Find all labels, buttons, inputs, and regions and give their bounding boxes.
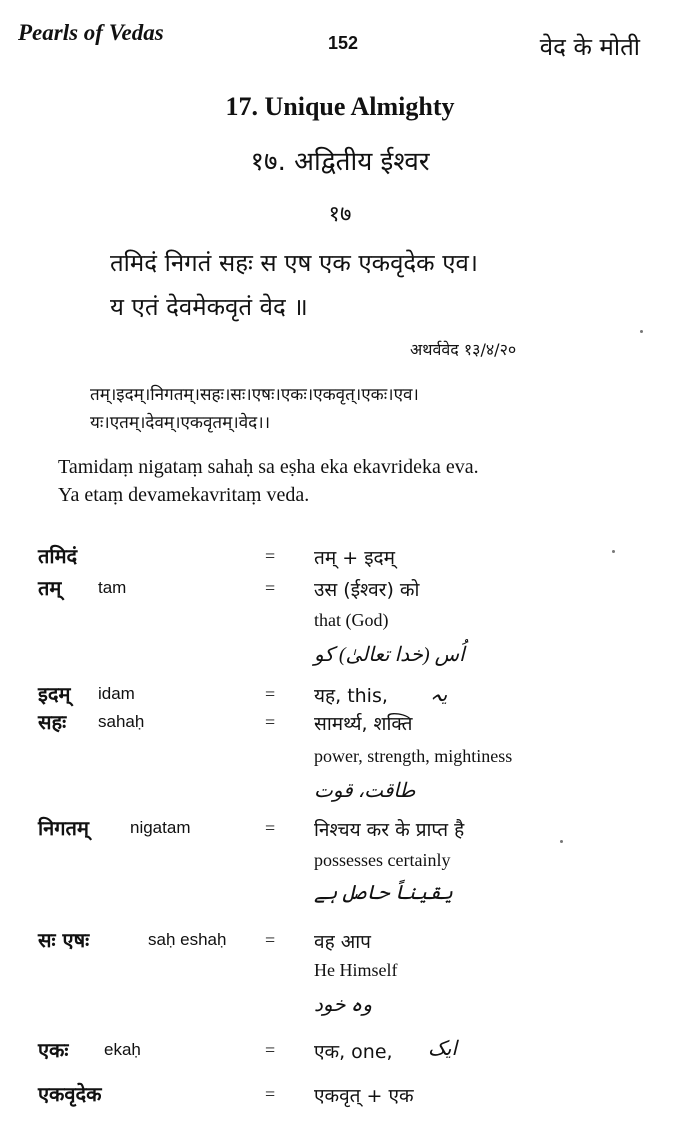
scan-speck	[612, 550, 615, 553]
glossary-urdu-meaning: ایک	[428, 1038, 458, 1060]
running-header-hindi: वेद के मोती	[539, 33, 640, 61]
glossary-urdu-meaning: اُس (خدا تعالیٰ) کو	[314, 644, 465, 666]
glossary-urdu-meaning: یہ	[430, 684, 448, 706]
mantra-line-1: तमिदं निगतं सहः स एष एक एकवृदेक एव।	[110, 249, 478, 277]
equals-sign: =	[265, 578, 276, 598]
transliteration-line-1: Tamidaṃ nigataṃ sahaḥ sa eṣha eka ekavrideka eva.	[58, 456, 479, 478]
glossary-roman: idam	[98, 684, 135, 703]
glossary-roman: ekaḥ	[104, 1040, 141, 1059]
glossary-english-meaning: He Himself	[314, 960, 398, 980]
glossary-term: एकवृदेक	[38, 1082, 102, 1106]
glossary-hindi-meaning: एकवृत् + एक	[314, 1085, 414, 1107]
scan-speck	[640, 330, 643, 333]
transliteration-line-2: Ya etaṃ devamekavritaṃ veda.	[58, 484, 310, 506]
glossary-term: इदम्	[38, 682, 71, 706]
glossary-urdu-meaning: یقیناً حاصل ہے	[314, 882, 453, 904]
glossary-roman: sahaḥ	[98, 712, 145, 731]
equals-sign: =	[265, 1084, 276, 1104]
glossary-urdu-meaning: طاقت، قوت	[314, 780, 416, 802]
glossary-term: तमिदं	[38, 544, 78, 568]
glossary-term: एकः	[38, 1038, 69, 1062]
page-number: 152	[328, 33, 359, 53]
mantra-reference: अथर्ववेद १३/४/२०	[410, 340, 517, 359]
glossary-english-meaning: that (God)	[314, 610, 389, 630]
padapatha-line-1: तम्।इदम्।निगतम्।सहः।सः।एषः।एकः।एकवृत्।एकः।एव।	[90, 385, 419, 405]
glossary-term: तम्	[38, 576, 62, 600]
glossary-hindi-meaning: सामर्थ्य, शक्ति	[314, 713, 413, 735]
glossary-term: सहः	[38, 710, 67, 734]
glossary-hindi-meaning: एक, one,	[314, 1041, 393, 1063]
glossary-hindi-meaning: तम् + इदम्	[314, 547, 395, 569]
mantra-line-2: य एतं देवमेकवृतं वेद ॥	[110, 293, 308, 321]
glossary-urdu-meaning: وہ خود	[314, 994, 372, 1016]
equals-sign: =	[265, 1040, 276, 1060]
scan-speck	[560, 840, 563, 843]
glossary-hindi-meaning: वह आप	[314, 931, 371, 953]
equals-sign: =	[265, 684, 276, 704]
equals-sign: =	[265, 546, 276, 566]
glossary-roman: saḥ eshaḥ	[148, 930, 227, 949]
glossary-term: निगतम्	[38, 816, 89, 840]
glossary-hindi-meaning: निश्चय कर के प्राप्त है	[314, 819, 465, 841]
glossary-hindi-meaning: यह, this,	[314, 685, 388, 707]
glossary-english-meaning: power, strength, mightiness	[314, 746, 513, 766]
padapatha-line-2: यः।एतम्।देवम्।एकवृतम्।वेद।।	[90, 413, 271, 433]
mantra-number: १७	[328, 202, 352, 227]
glossary-english-meaning: possesses certainly	[314, 850, 451, 870]
running-header-title: Pearls of Vedas	[18, 20, 164, 45]
chapter-title-hindi: १७. अद्वितीय ईश्वर	[250, 147, 430, 177]
equals-sign: =	[265, 930, 276, 950]
glossary-roman: tam	[98, 578, 127, 597]
chapter-title-english: 17. Unique Almighty	[225, 92, 455, 121]
glossary-roman: nigatam	[130, 818, 191, 837]
equals-sign: =	[265, 818, 276, 838]
glossary-term: सः एषः	[38, 928, 90, 952]
glossary-hindi-meaning: उस (ईश्वर) को	[314, 579, 420, 601]
equals-sign: =	[265, 712, 276, 732]
